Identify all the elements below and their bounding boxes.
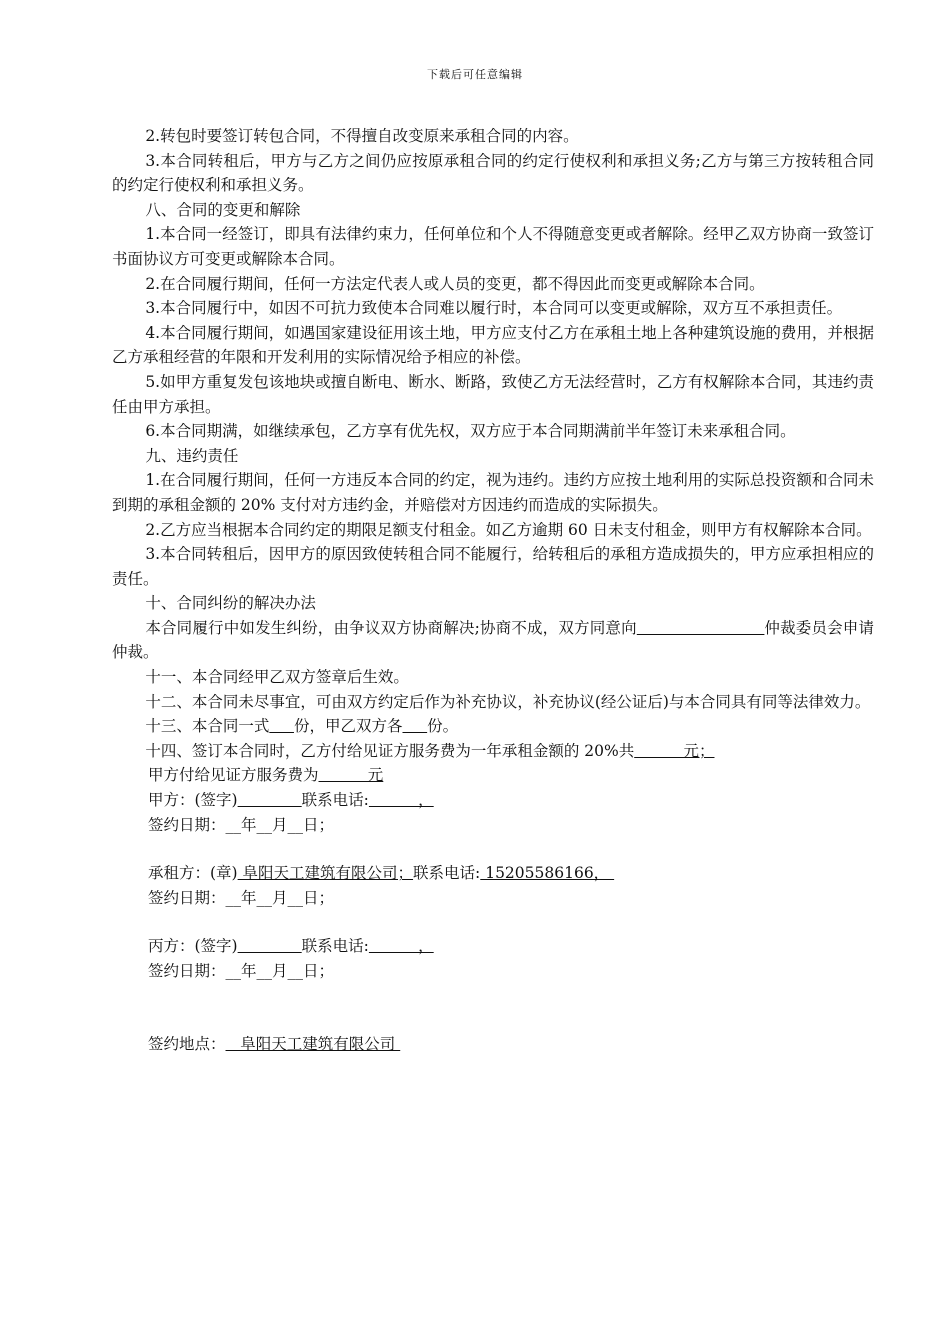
- section-13: [112, 714, 874, 739]
- section-8-item: 1.本合同一经签订，即具有法律约束力，任何单位和个人不得随意变更或者解除。经甲乙双方协商一致签订书面协议方可变更或解除本合同。: [112, 225, 874, 268]
- lessee-date: [112, 886, 874, 911]
- party-c-date-label: 签约日期：: [148, 962, 226, 980]
- section-9-item: 2.乙方应当根据本合同约定的期限足额支付租金。如乙方逾期 60 日未支付租金，则甲方有权解除本合同。: [145, 520, 872, 539]
- copies-suffix: 份。: [427, 717, 459, 736]
- section-8-title: 八、合同的变更和解除: [145, 200, 301, 219]
- spacer: [112, 837, 874, 861]
- party-c-phone-blank: ，: [368, 937, 434, 956]
- party-a-phone-blank: ，: [368, 791, 434, 810]
- party-c-sign-blank: [238, 937, 302, 955]
- spacer: [112, 984, 874, 1032]
- section-8-item: 3.本合同履行中，如因不可抗力致使本合同难以履行时，本合同可以变更或解除，双方互不承担责任。: [145, 299, 843, 318]
- section-14: [112, 739, 874, 764]
- section-12: 十二、本合同未尽事宜，可由双方约定后作为补充协议，补充协议(经公证后)与本合同具有同等法律效力。: [145, 692, 871, 711]
- clause-sublet-3: 3.本合同转租后，甲方与乙方之间仍应按原承租合同的约定行使权利和承担义务;乙方与第三方按转租合同的约定行使权利和承担义务。: [112, 151, 874, 195]
- fee-blank: 元；: [634, 741, 715, 760]
- section-11: 十一、本合同经甲乙双方签章后生效。: [145, 668, 409, 687]
- section-8-item: 2.在合同履行期间，任何一方法定代表人或人员的变更，都不得因此而变更或解除本合同。: [145, 274, 765, 293]
- arbitration-text-before: 本合同履行中如发生纠纷，由争议双方协商解决;协商不成，双方同意向: [145, 618, 637, 637]
- signing-place-label: 签约地点：: [148, 1034, 226, 1053]
- party-a-signature: [112, 788, 874, 813]
- section-10-text: [112, 616, 874, 665]
- signing-place: [112, 1032, 874, 1057]
- section-8-item: 4.本合同履行期间，如遇国家建设征用该土地，甲方应支付乙方在承租土地上各种建筑设施的费用，并根据乙方承租经营的年限和开发利用的实际情况给予相应的补偿。: [112, 323, 874, 367]
- section-8-item: 5.如甲方重复发包该地块或擅自断电、断水、断路，致使乙方无法经营时，乙方有权解除本合同，其违约责任由甲方承担。: [112, 372, 874, 416]
- copies-mid: 份，甲乙双方各: [293, 717, 403, 736]
- page-header: 下载后可任意编辑: [427, 68, 523, 81]
- party-a-date-label: 签约日期：: [148, 815, 226, 834]
- lessee-date-text: __年__月__日；: [225, 888, 335, 907]
- party-a-sign-blank: [238, 791, 302, 809]
- section-9-item: 3.本合同转租后，因甲方的原因致使转租合同不能履行，给转租后的承租方造成损失的，甲方应承担相应的责任。: [112, 545, 874, 588]
- party-a-date: [112, 813, 874, 838]
- copies-blank: [269, 717, 294, 735]
- lessee-phone-label: 联系电话:: [413, 864, 481, 883]
- fee-prefix: 十四、签订本合同时，乙方付给见证方服务费为一年承租金额的 20%共: [145, 741, 635, 760]
- party-a-sign-label: 甲方：(签字): [148, 791, 238, 810]
- party-c-date: [112, 959, 874, 984]
- lessee-company: 阜阳天工建筑有限公司；: [237, 864, 414, 883]
- party-a-date-text: __年__月__日；: [225, 815, 335, 834]
- clause-sublet-2: 2.转包时要签订转包合同，不得擅自改变原来承租合同的内容。: [145, 127, 579, 145]
- contract-body: [112, 124, 874, 1056]
- section-10-title: 十、合同纠纷的解决办法: [145, 594, 316, 613]
- copies-prefix: 十三、本合同一式: [145, 717, 270, 736]
- arbitration-blank: [637, 619, 765, 637]
- signing-place-value: 阜阳天工建筑有限公司: [225, 1034, 401, 1053]
- section-9-item: 1.在合同履行期间，任何一方违反本合同的约定，视为违约。违约方应按土地利用的实际总投资额和合同未到期的承租金额的 20% 支付对方违约金，并赔偿对方因违约而造成的实际损失。: [112, 471, 874, 514]
- party-c-date-text: __年__月__日；: [225, 962, 335, 980]
- lessee-phone: 15205586166，: [480, 864, 615, 883]
- lessee-sign-label: 承租方：(章): [148, 864, 238, 883]
- section-8-item: 6.本合同期满，如继续承包，乙方享有优先权，双方应于本合同期满前半年签订未来承租合同。: [145, 422, 796, 441]
- copies-each-blank: [402, 717, 427, 735]
- party-c-sign-label: 丙方：(签字): [148, 937, 238, 956]
- arbitration-text-after: 仲裁委员会申请仲裁。: [112, 618, 874, 662]
- lessee-signature: [112, 861, 874, 886]
- spacer: [112, 910, 874, 934]
- party-a-phone-label: 联系电话:: [301, 791, 369, 810]
- party-c-signature: [112, 934, 874, 959]
- fee-line2-blank: 元: [318, 766, 384, 785]
- lessee-date-label: 签约日期：: [148, 888, 226, 907]
- fee-line-2: [112, 763, 874, 788]
- fee-line2-prefix: 甲方付给见证方服务费为: [148, 766, 319, 785]
- party-c-phone-label: 联系电话:: [301, 937, 369, 956]
- section-9-title: 九、违约责任: [145, 446, 239, 465]
